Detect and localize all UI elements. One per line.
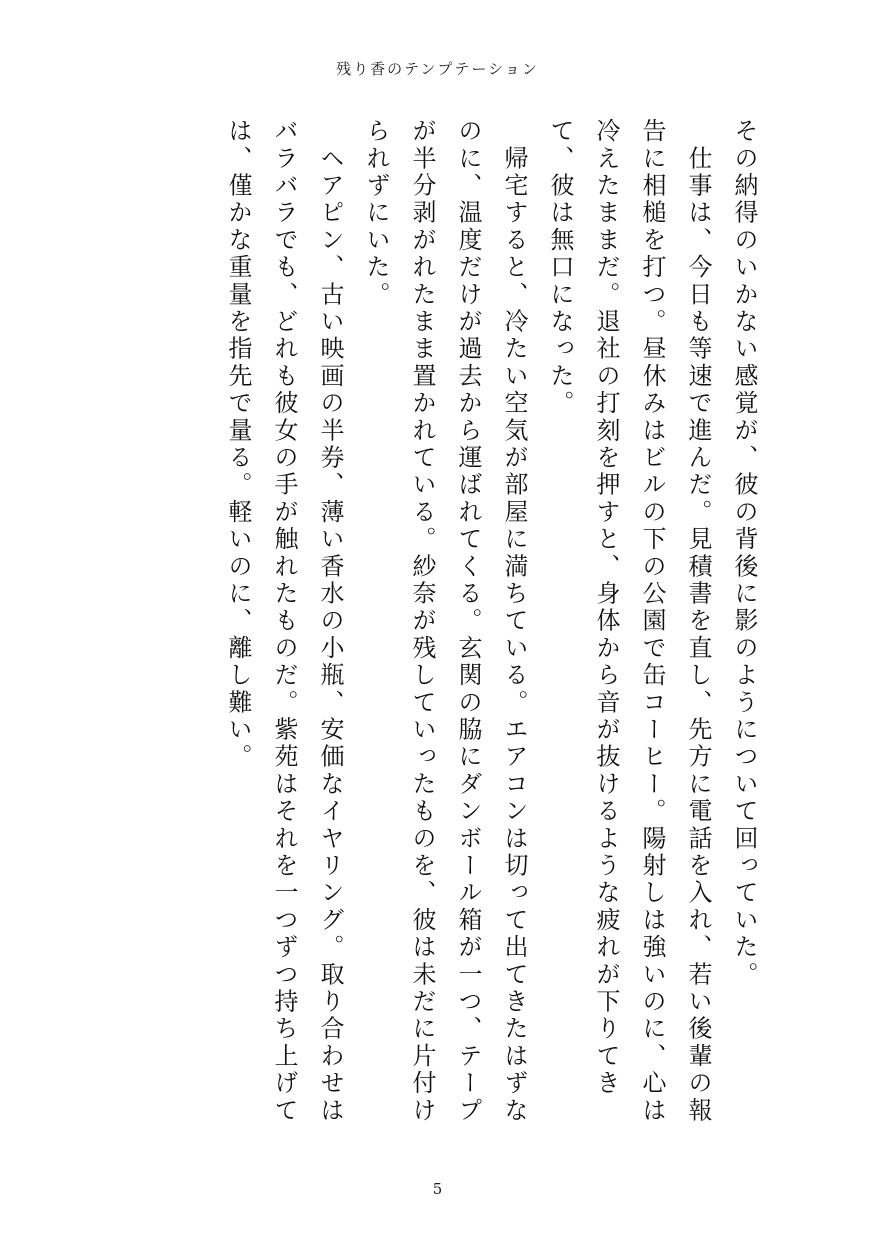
page-number: 5 [432,1180,443,1198]
paragraph: 帰宅すると、冷たい空気が部屋に満ちている。エアコンは切って出てきたはずなのに、温度だけが過去から運ばれてくる。玄関の脇にダンボール箱が一つ、テープが半分剥がれたまま置かれている。紗奈が残していったものを、彼は未だに片付けられずにいた。 [362,118,528,1125]
running-header: 残り香のテンプテーション [336,60,539,78]
paragraph: 仕事は、今日も等速で進んだ。見積書を直し、先方に電話を入れ、若い後輩の報告に相槌を打つ。昼休みはビルの下の公園で缶コーヒー。陽射しは強いのに、心は冷えたままだ。退社の打刻を押すと、身体から音が抜けるような疲れが下りてきて、彼は無口になった。 [546,118,712,1125]
paragraph: その納得のいかない感覚が、彼の背後に影のようについて回っていた。 [730,118,758,989]
body-text [207,118,767,1138]
paragraph: ヘアピン、古い映画の半券、薄い香水の小瓶、安価なイヤリング。取り合わせはバラバラでも、どれも彼女の手が触れたものだ。紫苑はそれを一つずつ持ち上げては、僅かな重量を指先で量る。軽いのに、離し難い。 [224,118,344,1125]
